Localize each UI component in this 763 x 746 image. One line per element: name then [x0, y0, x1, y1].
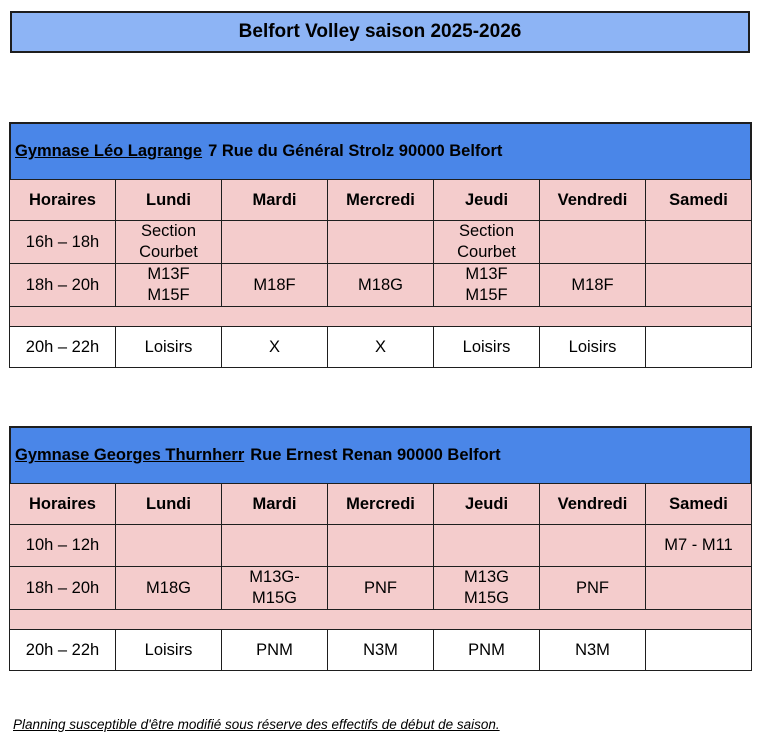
slot-cell: M13F M15F [116, 264, 222, 307]
slot-cell: Loisirs [116, 630, 222, 671]
column-header: Samedi [646, 180, 752, 221]
slot-cell: M7 - M11 [646, 525, 752, 567]
gym-name: Gymnase Léo Lagrange [15, 142, 203, 160]
slot-cell [646, 327, 752, 368]
slot-cell: M18F [540, 264, 646, 307]
column-header: Samedi [646, 484, 752, 525]
footnote: Planning susceptible d'être modifié sous réserve des effectifs de début de saison. [13, 717, 500, 732]
slot-cell: PNF [540, 567, 646, 610]
slot-cell: Section Courbet [116, 221, 222, 264]
slot-cell [646, 567, 752, 610]
time-cell: 18h – 20h [10, 264, 116, 307]
column-header: Mardi [222, 484, 328, 525]
gym-address: Rue Ernest Renan 90000 Belfort [250, 446, 501, 464]
slot-cell: Loisirs [540, 327, 646, 368]
slot-cell: M13G M15G [434, 567, 540, 610]
slot-cell [328, 221, 434, 264]
column-header: Vendredi [540, 484, 646, 525]
gym-schedule-georges-thurnherr [9, 426, 752, 671]
time-cell: 16h – 18h [10, 221, 116, 264]
slot-cell: M18G [116, 567, 222, 610]
slot-cell [116, 525, 222, 567]
page-title: Belfort Volley saison 2025-2026 [10, 11, 750, 53]
spacer-row [10, 307, 752, 327]
column-header: Lundi [116, 484, 222, 525]
table-row [10, 327, 752, 368]
gym-address: 7 Rue du Général Strolz 90000 Belfort [208, 142, 503, 160]
column-header: Mardi [222, 180, 328, 221]
time-cell: 20h – 22h [10, 327, 116, 368]
spacer-row [10, 610, 752, 630]
time-cell: 18h – 20h [10, 567, 116, 610]
header-row [10, 180, 752, 221]
column-header: Vendredi [540, 180, 646, 221]
slot-cell: X [222, 327, 328, 368]
slot-cell: M18G [328, 264, 434, 307]
time-cell: 20h – 22h [10, 630, 116, 671]
slot-cell: N3M [328, 630, 434, 671]
slot-cell [646, 264, 752, 307]
slot-cell: M18F [222, 264, 328, 307]
gym-header [9, 122, 752, 179]
column-header: Horaires [10, 180, 116, 221]
column-header: Jeudi [434, 180, 540, 221]
slot-cell: PNM [434, 630, 540, 671]
slot-cell [646, 221, 752, 264]
slot-cell: Section Courbet [434, 221, 540, 264]
table-row [10, 264, 752, 307]
column-header: Horaires [10, 484, 116, 525]
slot-cell: N3M [540, 630, 646, 671]
slot-cell [328, 525, 434, 567]
slot-cell: X [328, 327, 434, 368]
slot-cell: Loisirs [434, 327, 540, 368]
slot-cell: Loisirs [116, 327, 222, 368]
header-row [10, 484, 752, 525]
column-header: Mercredi [328, 180, 434, 221]
table-row [10, 567, 752, 610]
table-row [10, 525, 752, 567]
time-cell: 10h – 12h [10, 525, 116, 567]
slot-cell: PNM [222, 630, 328, 671]
slot-cell: M13G- M15G [222, 567, 328, 610]
slot-cell: PNF [328, 567, 434, 610]
slot-cell [434, 525, 540, 567]
gym-schedule-leo-lagrange [9, 122, 752, 368]
slot-cell [646, 630, 752, 671]
schedule-table [9, 179, 752, 368]
slot-cell [540, 221, 646, 264]
gym-header [9, 426, 752, 483]
column-header: Mercredi [328, 484, 434, 525]
slot-cell: M13F M15F [434, 264, 540, 307]
column-header: Jeudi [434, 484, 540, 525]
table-row [10, 221, 752, 264]
slot-cell [222, 221, 328, 264]
slot-cell [540, 525, 646, 567]
table-row [10, 630, 752, 671]
schedule-table [9, 483, 752, 671]
gym-name: Gymnase Georges Thurnherr [15, 446, 245, 464]
column-header: Lundi [116, 180, 222, 221]
slot-cell [222, 525, 328, 567]
